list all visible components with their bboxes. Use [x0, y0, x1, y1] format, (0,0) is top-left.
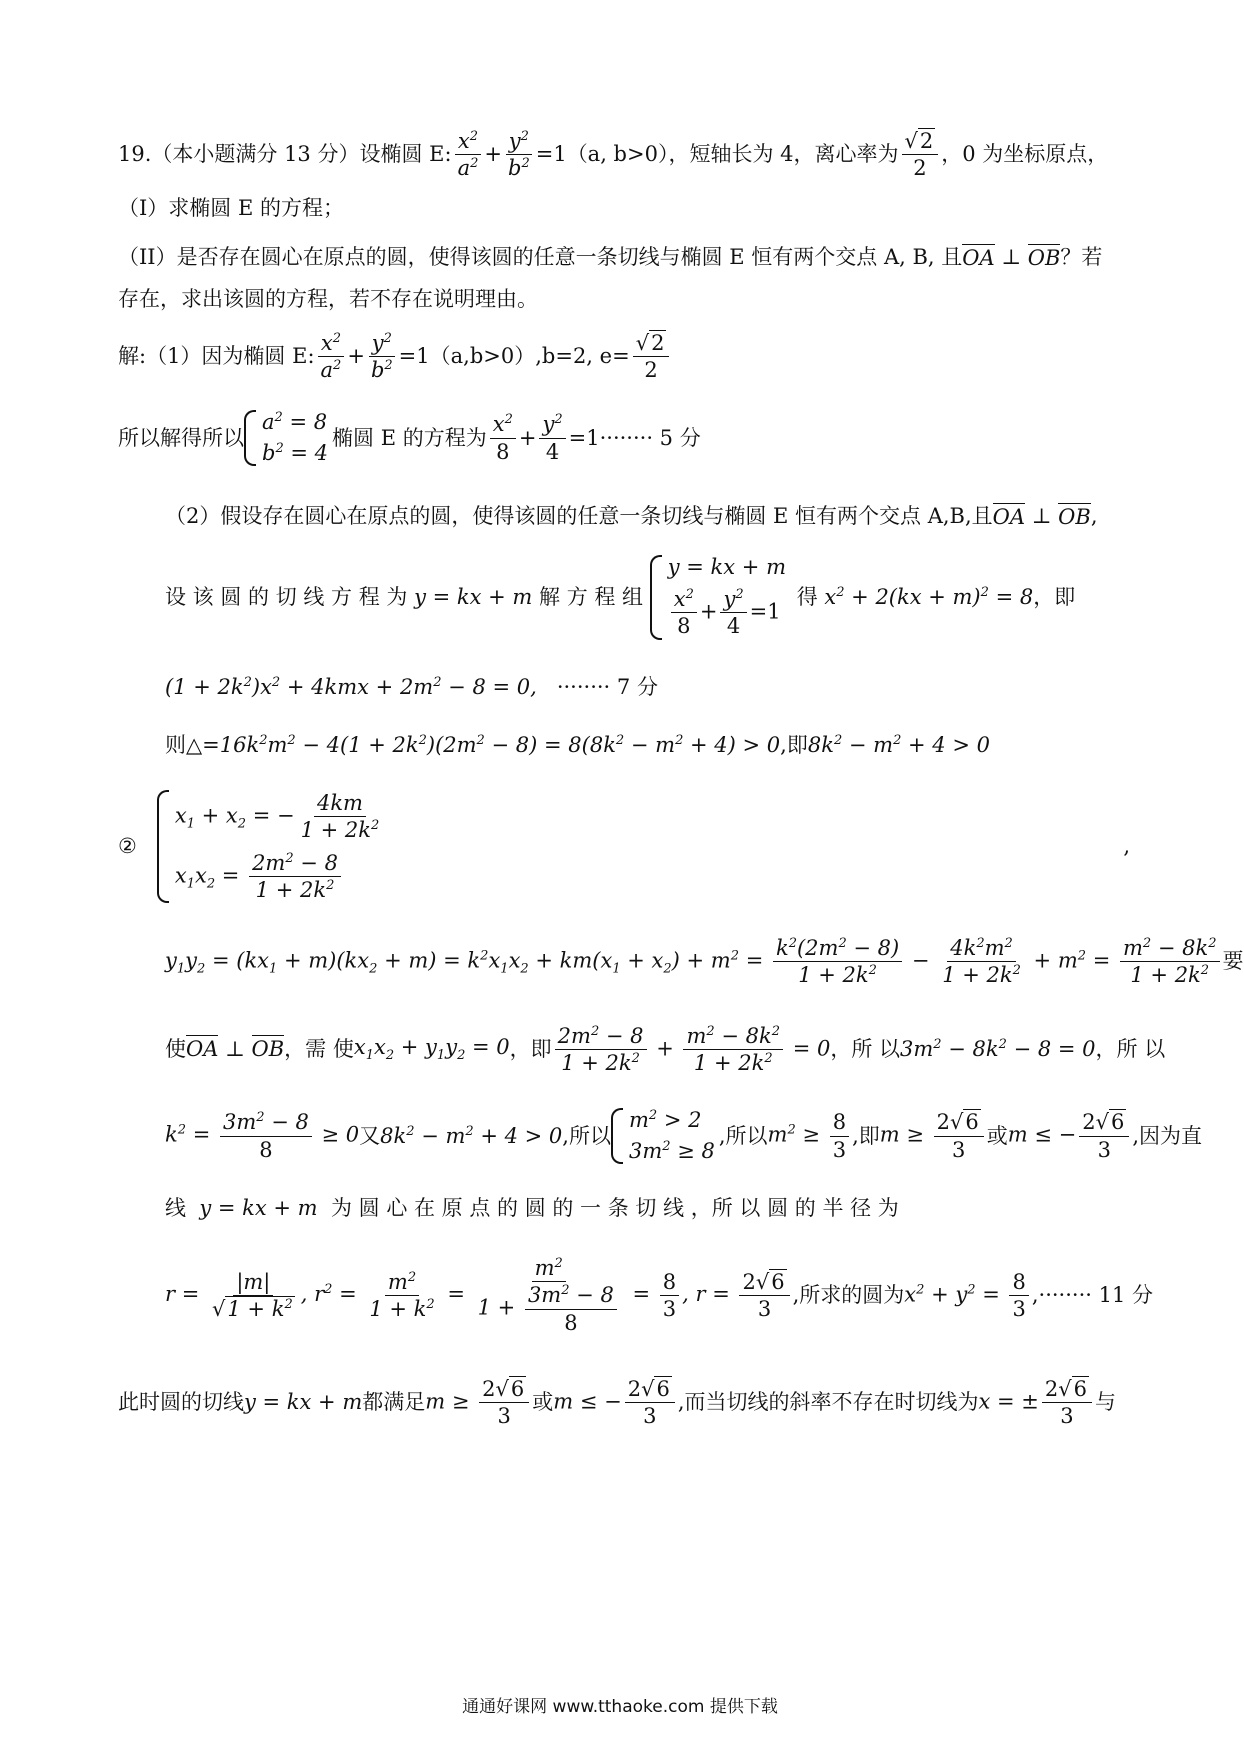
s1b: （a,b>0）,b=2, e= [429, 344, 630, 369]
equation-system: y = kx + m $\frac{x^2}{8}$ + $\frac{y^2}{4}$ =1 [650, 555, 786, 640]
math-frac: $\frac{y^2}{4}$ [539, 411, 565, 465]
vector-oa: OA [962, 246, 995, 270]
problem-cond: （a, b>0），短轴长为 4，离心率为 [566, 142, 899, 167]
s4d: ，即 [1033, 584, 1076, 609]
solution-line1: 解:（1）因为椭圆 E: $\frac{x^2}{a^2}$ + $\frac{y^2}{b^2}$ =1 （a,b>0）,b=2, e= $\frac{√2}{2}$ [118, 330, 1130, 384]
solution-line12: r = $\frac{|m|}{√1 + k^2}$ , $r^2$ = $\frac{m^2}{1 + k^2}$ = $m^2$ 1 + $\frac{3m^2 - 8}{8}$ = $\frac{8}{3}$ , r = $\frac{2√6}{3}$ ,所求的圆为 $x^2 + y^2$ = $\frac{8}{3}$ ,········ 11 分 [165, 1256, 1153, 1335]
s13d: ,而当切线的斜率不存在时切线为 [677, 1390, 979, 1415]
page-footer: 通通好课网 www.tthaoke.com 提供下载 [462, 1697, 778, 1717]
s2c: ········ 5 分 [599, 425, 701, 450]
s6b: ,即 [780, 733, 808, 757]
question-2-line2: 存在，求出该圆的方程，若不存在说明理由。 [118, 287, 538, 311]
s9b: ，需 使 [284, 1037, 354, 1062]
s12a: ,所求的圆为 [792, 1282, 905, 1307]
solution-line2: 所以解得所以 $a^2 = 8$ $b^2 = 4$ 椭圆 E 的方程为 $\frac{x^2}{8}$ + $\frac{y^2}{4}$ =1 ········ 5 分 [118, 410, 701, 466]
math-frac: $\frac{x^2}{8}$ [490, 411, 516, 465]
vector-ob: OB [1027, 246, 1061, 270]
s11b: 为 圆 心 在 原 点 的 圆 的 一 条 切 线 ，所 以 圆 的 半 径 为 [330, 1196, 899, 1220]
solution-line3: （2）假设存在圆心在原点的圆，使得该圆的任意一条切线与椭圆 E 恒有两个交点 A,B,且 OA ⊥ OB , [165, 504, 1098, 529]
s3: （2）假设存在圆心在原点的圆，使得该圆的任意一条切线与椭圆 E 恒有两个交点 A,B,且 [165, 504, 993, 528]
s10a: 又 [359, 1123, 381, 1148]
vieta-system: $x_1 + x_2$ = − $\frac{4km}{1 + 2k^2}$ $x_1x_2$ = $\frac{2m^2 - 8}{1 + 2k^2}$ [157, 790, 385, 903]
question-1: （I）求椭圆 E 的方程； [118, 196, 344, 220]
s10b: ,所以 [562, 1123, 611, 1148]
s13a: 此时圆的切线 [118, 1390, 244, 1415]
solution-line7: ② $x_1 + x_2$ = − $\frac{4km}{1 + 2k^2}$ $x_1x_2$ = $\frac{2m^2 - 8}{1 + 2k^2}$ , [118, 791, 1130, 902]
problem-header-line: 19.（本小题满分 13 分）设椭圆 E: $\frac{x^2}{a^2}$ + $\frac{y^2}{b^2}$ =1 （a, b>0），短轴长为 4，离心率为 $\frac{√2}{2}$ ，0 为坐标原点， [118, 129, 1109, 181]
s1a: 解:（1）因为椭圆 E: [118, 344, 315, 369]
s10d: ,即 [852, 1123, 880, 1148]
solution-line6: 则△= $16k^2m^2 - 4(1 + 2k^2)(2m^2 - 8) = 8(8k^2 - m^2 + 4) > 0$ ,即 $8k^2 - m^2 + 4 > 0$ [165, 733, 990, 757]
s7: ② [118, 833, 137, 858]
problem-tail: ，0 为坐标原点， [941, 142, 1109, 167]
math-frac: $\frac{x^2}{a^2}$ [455, 128, 482, 182]
s2b: 椭圆 E 的方程为 [332, 425, 487, 450]
solution-line10: $k^2$ = $\frac{3m^2 - 8}{8}$ ≥ 0 又 $8k^2 - m^2 + 4 > 0$ ,所以 $m^2 > 2$ $3m^2 \ge 8$ ,所以 $m^2$ ≥ $\frac{8}{3}$ ,即 m ≥ $\frac{2√6}{3}$ 或 m ≤ − $\frac{2√6}{3}$ ,因为直 [165, 1108, 1203, 1164]
q2b: ？若 [1060, 245, 1103, 269]
s5: ········ 7 分 [556, 675, 658, 699]
solution-line4: 设 该 圆 的 切 线 方 程 为 y = kx + m 解 方 程 组 y = kx + m $\frac{x^2}{8}$ + $\frac{y^2}{4}$ =1 得 $x^2 + 2(kx + m)^2 = 8$ ，即 [165, 555, 1076, 639]
math-frac: $\frac{x^2}{a^2}$ [318, 330, 345, 384]
s9e: ，所 以 [1095, 1037, 1166, 1062]
s4a: 设 该 圆 的 切 线 方 程 为 [165, 584, 408, 609]
vector-oa: OA [992, 505, 1026, 529]
inequality-system: $m^2 > 2$ $3m^2 \ge 8$ [611, 1108, 715, 1164]
math-frac: $\frac{√2}{2}$ [902, 128, 939, 182]
problem-header: 19.（本小题满分 13 分）设椭圆 E: [118, 142, 452, 167]
solution-line5: $(1 + 2k^2)x^2 + 4kmx + 2m^2 - 8 = 0$, ········ 7 分 [165, 675, 658, 699]
s9d: ，所 以 [830, 1037, 901, 1062]
s11a: 线 [165, 1196, 186, 1220]
vector-ob: OB [1058, 505, 1091, 529]
s4b: 解 方 程 组 [539, 584, 644, 609]
solution-line9: 使 OA ⊥ OB ，需 使 $x_1x_2 + y_1y_2 = 0$ ，即 $\frac{2m^2 - 8}{1 + 2k^2}$ + $\frac{m^2 - 8k^2}{1 + 2k^2}$ = 0 ，所 以 $3m^2 - 8k^2 - 8 = 0$ ，所 以 [165, 1024, 1166, 1076]
s2a: 所以解得所以 [118, 425, 244, 450]
question-2-line1: （II）是否存在圆心在原点的圆，使得该圆的任意一条切线与椭圆 E 恒有两个交点 A, B, 且 OA ⊥ OB ？若 [118, 245, 1103, 270]
s8: 要 [1222, 949, 1244, 974]
s12b: ,········ 11 分 [1031, 1282, 1153, 1307]
s10e: 或 [986, 1123, 1008, 1148]
q2a: （II）是否存在圆心在原点的圆，使得该圆的任意一条切线与椭圆 E 恒有两个交点 A, B, 且 [118, 245, 963, 269]
equation-system: $a^2 = 8$ $b^2 = 4$ [244, 410, 328, 466]
math-frac: $\frac{√2}{2}$ [633, 330, 670, 384]
math-frac: $\frac{y^2}{b^2}$ [368, 330, 396, 384]
s9a: 使 [165, 1037, 186, 1062]
s10f: ,因为直 [1132, 1123, 1203, 1148]
s10c: ,所以 [718, 1123, 768, 1148]
s13c: 或 [532, 1390, 554, 1415]
solution-line8: $y_1y_2 = (kx_1 + m)(kx_2 + m) = k^2x_1x_2 + km(x_1 + x_2) + m^2$ = $\frac{k^2(2m^2 - 8)}{1 + 2k^2}$ − $\frac{4k^2m^2}{1 + 2k^2}$ + $m^2$ = $\frac{m^2 - 8k^2}{1 + 2k^2}$ 要 [165, 936, 1244, 988]
solution-line13: 此时圆的切线 y = kx + m 都满足 m ≥ $\frac{2√6}{3}$ 或 m ≤ − $\frac{2√6}{3}$ ,而当切线的斜率不存在时切线为 x = ± $\frac{2√6}{3}$ 与 [118, 1377, 1117, 1429]
s9c: ，即 [509, 1037, 552, 1062]
math-frac: $\frac{y^2}{b^2}$ [505, 128, 533, 182]
solution-line11: 线 y = kx + m 为 圆 心 在 原 点 的 圆 的 一 条 切 线 ，所 以 圆 的 半 径 为 [165, 1196, 899, 1220]
s4c: 得 [796, 584, 818, 609]
s6a: 则△= [165, 733, 220, 757]
s13b: 都满足 [362, 1390, 426, 1415]
s13e: 与 [1095, 1390, 1117, 1415]
